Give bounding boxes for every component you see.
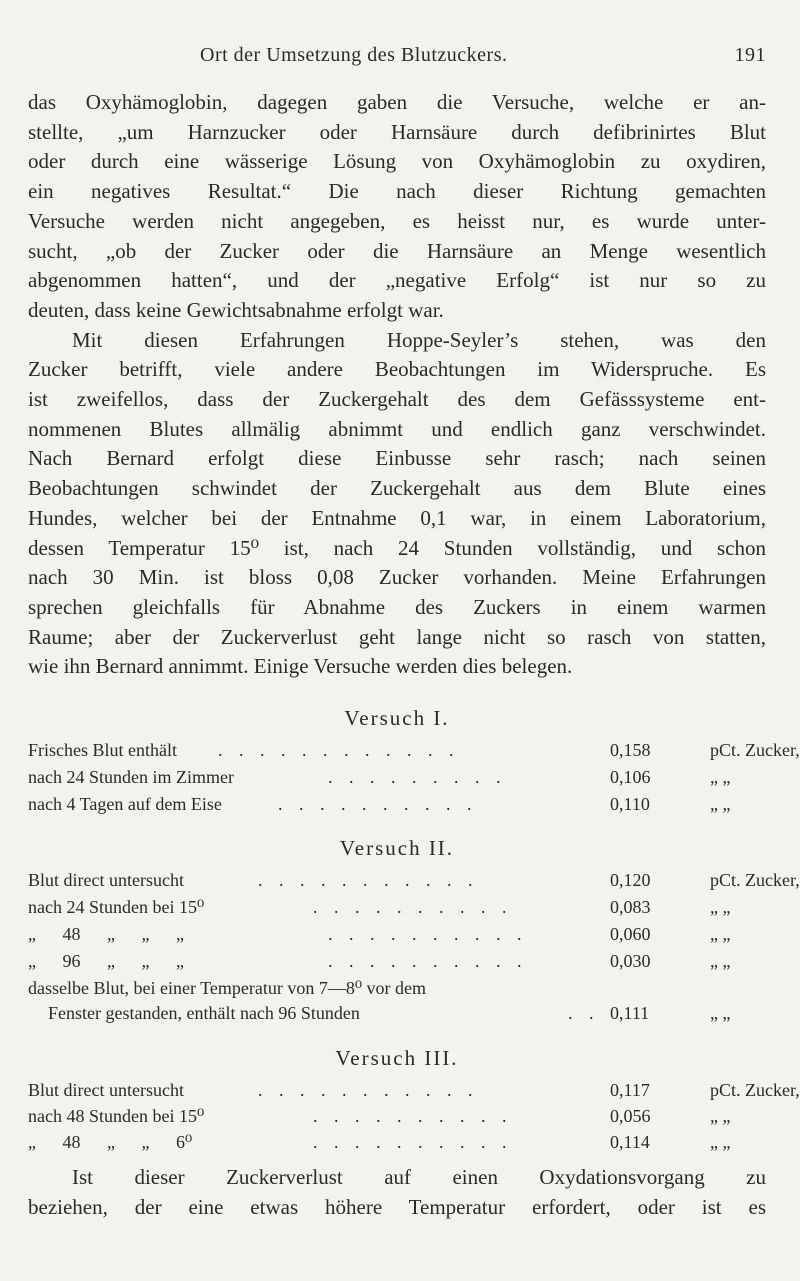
table-row [28, 1132, 748, 1158]
table-row [28, 1080, 800, 1106]
text-line: Zucker betrifft, viele andere Beobachtungen im Widerspruche. Es [28, 357, 766, 382]
text-line: abgenommen hatten“, und der „negative Erfolg“ ist nur so zu [28, 268, 766, 293]
table-row [28, 794, 748, 820]
text-line: Nach Bernard erfolgt diese Einbusse sehr rasch; nach seinen [28, 446, 766, 471]
leader-dots: . . . . . . . . . . [313, 897, 513, 917]
closing-paragraph [28, 1163, 766, 1222]
text-line: dessen Temperatur 15⁰ ist, nach 24 Stunden vollständig, und schon [28, 535, 766, 560]
table-row [28, 978, 748, 1004]
text-line: stellte, „um Harnzucker oder Harnsäure durch defibrinirtes Blut [28, 119, 766, 144]
row-value: 0,106 [610, 767, 651, 787]
text-line: wie ihn Bernard annimmt. Einige Versuche werden dies belegen. [28, 654, 573, 679]
text-line: nach 30 Min. ist bloss 0,08 Zucker vorhanden. Meine Erfahrungen [28, 565, 766, 590]
row-unit: „ „ [710, 1132, 731, 1152]
table-row [28, 924, 748, 950]
row-value: 0,083 [610, 897, 651, 917]
experiment-title: Versuch III. [335, 1046, 459, 1070]
text-line: nommenen Blutes allmälig abnimmt und endlich ganz verschwindet. [28, 416, 766, 441]
text-line: Mit diesen Erfahrungen Hoppe-Seyler’s stehen, was den [72, 327, 766, 352]
row-unit: „ „ [710, 1003, 731, 1023]
row-unit: „ „ [710, 767, 731, 787]
text-line: deuten, dass keine Gewichtsabnahme erfolgt war. [28, 297, 444, 322]
leader-dots: . . . . . . . . . . [328, 951, 528, 971]
row-label: Blut direct untersucht [28, 870, 184, 890]
leader-dots: . . . . . . . . . . . . [218, 740, 460, 760]
row-value: 0,060 [610, 924, 651, 944]
leader-dots: . . . . . . . . . [328, 767, 507, 787]
leader-dots: . . . . . . . . . . [313, 1106, 513, 1126]
experiment-title: Versuch I. [344, 706, 450, 730]
row-unit: pCt. Zucker, [710, 870, 800, 890]
row-label: Fenster gestanden, enthält nach 96 Stunden [48, 1003, 360, 1023]
row-label: nach 48 Stunden bei 15⁰ [28, 1106, 205, 1126]
row-label: „ 48 „ „ „ [28, 924, 184, 944]
row-label: dasselbe Blut, bei einer Temperatur von 7—8⁰ vor dem [28, 978, 427, 998]
row-unit: „ „ [710, 794, 731, 814]
running-title: Ort der Umsetzung des Blutzuckers. [200, 44, 508, 66]
leader-dots: . . . . . . . . . . [313, 1132, 513, 1152]
book-page [28, 0, 800, 1281]
leader-dots: . . [568, 1003, 600, 1023]
table-row [28, 897, 748, 923]
leader-dots: . . . . . . . . . . [328, 924, 528, 944]
text-line: ist zweifellos, dass der Zuckergehalt des dem Gefässsysteme ent- [28, 387, 766, 412]
row-unit: „ „ [710, 1106, 731, 1126]
row-unit: „ „ [710, 951, 731, 971]
table-row [28, 1003, 748, 1029]
text-line: Versuche werden nicht angegeben, es heisst nur, es wurde unter- [28, 208, 766, 233]
row-value: 0,056 [610, 1106, 651, 1126]
row-value: 0,158 [610, 740, 651, 760]
row-unit: pCt. Zucker, [710, 740, 800, 760]
text-line: Raume; aber der Zuckerverlust geht lange nicht so rasch von statten, [28, 624, 766, 649]
row-value: 0,111 [610, 1003, 650, 1023]
leader-dots: . . . . . . . . . . [278, 794, 478, 814]
row-label: nach 24 Stunden bei 15⁰ [28, 897, 205, 917]
row-value: 0,030 [610, 951, 651, 971]
row-label: „ 48 „ „ 6⁰ [28, 1132, 193, 1152]
table-row [28, 740, 800, 766]
text-line: beziehen, der eine etwas höhere Temperatur erfordert, oder ist es [28, 1194, 766, 1219]
row-label: Frisches Blut enthält [28, 740, 177, 760]
row-label: nach 24 Stunden im Zimmer [28, 767, 234, 787]
text-line: ein negatives Resultat.“ Die nach dieser Richtung gemachten [28, 179, 766, 204]
table-row [28, 767, 748, 793]
row-label: nach 4 Tagen auf dem Eise [28, 794, 222, 814]
text-line: Hundes, welcher bei der Entnahme 0,1 war, in einem Laboratorium, [28, 505, 766, 530]
row-label: Blut direct untersucht [28, 1080, 184, 1100]
text-line: Ist dieser Zuckerverlust auf einen Oxydationsvorgang zu [72, 1165, 766, 1189]
main-paragraphs [28, 88, 766, 682]
row-value: 0,110 [610, 794, 650, 814]
text-line: oder durch eine wässerige Lösung von Oxyhämoglobin zu oxydiren, [28, 149, 766, 174]
row-value: 0,120 [610, 870, 651, 890]
table-row [28, 870, 800, 896]
row-label: „ 96 „ „ „ [28, 951, 184, 971]
text-line: das Oxyhämoglobin, dagegen gaben die Versuche, welche er an- [28, 90, 766, 114]
page-number: 191 [734, 44, 766, 66]
leader-dots: . . . . . . . . . . . [258, 870, 479, 890]
table-row [28, 951, 748, 977]
leader-dots: . . . . . . . . . . . [258, 1080, 479, 1100]
row-unit: pCt. Zucker, [710, 1080, 800, 1100]
row-value: 0,117 [610, 1080, 650, 1100]
table-row [28, 1106, 748, 1132]
experiment-title: Versuch II. [339, 836, 455, 860]
row-unit: „ „ [710, 897, 731, 917]
row-unit: „ „ [710, 924, 731, 944]
text-line: Beobachtungen schwindet der Zuckergehalt aus dem Blute eines [28, 476, 766, 501]
text-line: sprechen gleichfalls für Abnahme des Zuckers in einem warmen [28, 594, 766, 619]
row-value: 0,114 [610, 1132, 650, 1152]
text-line: sucht, „ob der Zucker oder die Harnsäure an Menge wesentlich [28, 238, 766, 263]
